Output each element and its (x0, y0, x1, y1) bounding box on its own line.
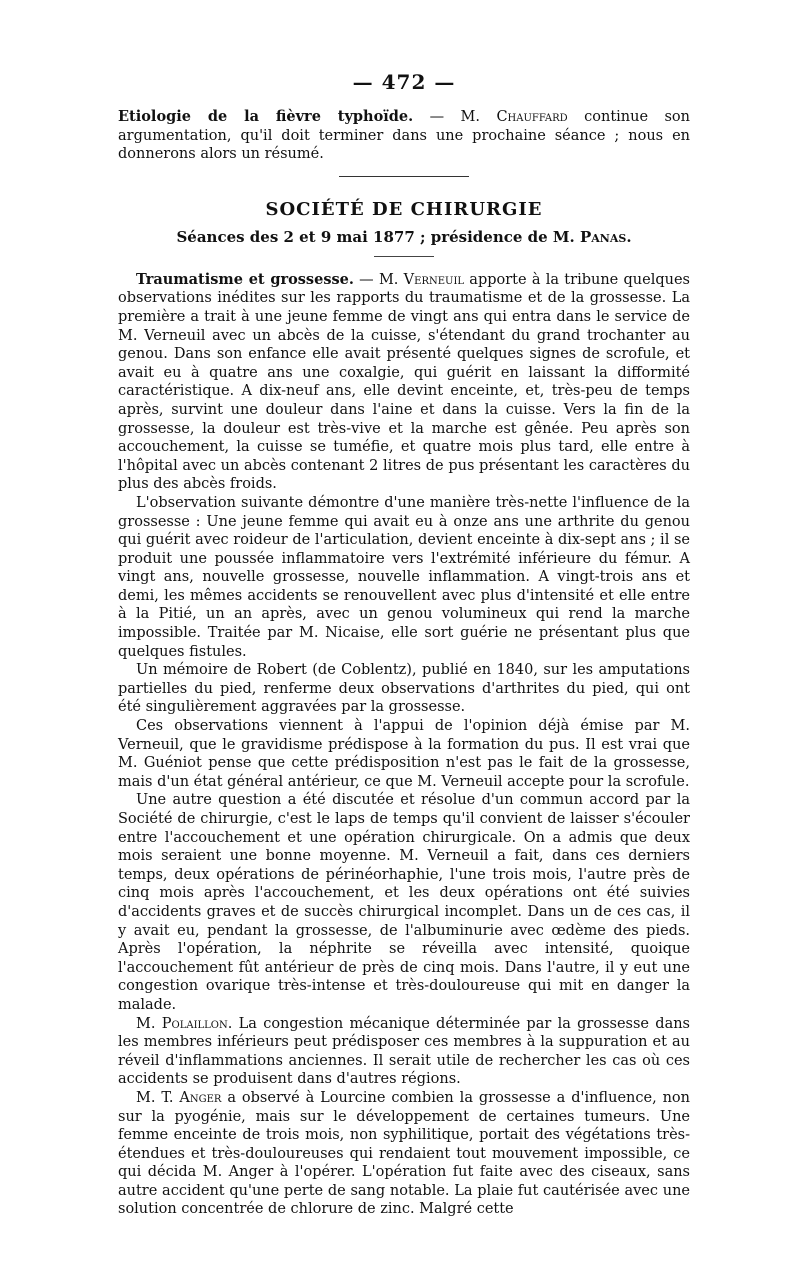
p6-prefix: M. (136, 1015, 162, 1032)
p6-text: . La congestion mécanique déterminée par la grossesse dans les membres inférieurs peut prédisposer ces membres à la suppuration et au réveil d'inflammations anciennes. Il serait utile de rechercher les cas où ces accidents se produisent dans d'autres régions. (118, 1015, 690, 1088)
p7-author: Anger (179, 1089, 222, 1106)
page-number: — 472 — (352, 70, 456, 94)
heading-divider (374, 256, 434, 257)
paragraph-polaillon (118, 1015, 690, 1089)
p7-text: a observé à Lourcine combien la grossesse a d'influence, non sur la pyogénie, mais sur le développement de certaines tumeurs. Une femme enceinte de trois mois, non syphilitique, portait des végétations très-étendues et très-douloureuses qui rendaient tout mouvement impossible, ce qui décida M. Anger à l'opérer. L'opération fut faite avec des ciseaux, sans autre accident qu'une perte de sang notable. La plaie fut cautérisée avec une solution concentrée de chlorure de zinc. Malgré cette (118, 1089, 690, 1218)
intro-dash: — M. (413, 109, 497, 125)
paragraph-traumatisme (118, 271, 690, 494)
intro-paragraph (118, 108, 690, 164)
p1-author: Verneuil (403, 271, 465, 288)
paragraph-anger (118, 1089, 690, 1219)
p1-dash: — M. (353, 271, 404, 288)
p1-lead: Traumatisme et grossesse. (136, 270, 354, 288)
intro-author: Chauffard (496, 109, 568, 125)
society-title: SOCIÉTÉ DE CHIRURGIE (265, 198, 543, 220)
p6-author: Polaillon (161, 1015, 228, 1032)
paragraph-robert: Un mémoire de Robert (de Coblentz), publié en 1840, sur les amputations partielles du pied, renferme deux observations d'arthrites du pied, qui ont été singulièrement aggravées par la grossesse. (118, 662, 690, 716)
p7-prefix: M. T. (136, 1089, 180, 1106)
section-divider (339, 176, 469, 177)
session-suffix: . (626, 227, 632, 246)
p1-text: apporte à la tribune quelques observations inédites sur les rapports du traumatisme et de la grossesse. La première a trait à une jeune femme de vingt ans qui entra dans le service de M. Verneuil avec un abcès de la cuisse, s'étendant du grand trochanter au genou. Dans son enfance elle avait présenté quelques signes de scrofule, et avait eu à quatre ans une coxalgie, qui guérit en laissant la difformité caractéristique. A dix-neuf ans, elle devint enceinte, et, très-peu de temps après, survint une douleur dans l'aine et dans la cuisse. Vers la fin de la grossesse, la douleur est très-vive et la marche est gênée. Peu après son accouchement, la cuisse se tuméfie, et quatre mois plus tard, elle entre à l'hôpital avec un abcès contenant 2 litres de pus présentant les caractères du plus des abcès froids. (118, 271, 690, 493)
intro-text: continue son argumentation, qu'il doit terminer dans une prochaine séance ; nous en donnerons alors un résumé. (118, 109, 690, 163)
session-prefix: Séances des 2 et 9 mai 1877 ; présidence de M. (176, 227, 580, 246)
intro-lead: Etiologie de la fièvre typhoïde. (118, 108, 414, 125)
paragraph-gravidisme: Ces observations viennent à l'appui de l'opinion déjà émise par M. Verneuil, que le gravidisme prédispose à la formation du pus. Il est vrai que M. Guéniot pense que cette prédisposition n'est pas le fait de la grossesse, mais d'un état général antérieur, ce que M. Verneuil accepte pour la scrofule. (118, 718, 690, 790)
session-line (118, 228, 690, 246)
paragraph-observation: L'observation suivante démontre d'une manière très-nette l'influence de la grossesse : Une jeune femme qui avait eu à onze ans une arthrite du genou qui guérit avec roideur de l'articulation, devient enceinte à dix-sept ans ; il se produit une poussée inflammatoire vers l'extrémité inférieure du fémur. A vingt ans, nouvelle grossesse, nouvelle inflammation. A vingt-trois ans et demi, les mêmes accidents se renouvellent avec plus d'intensité et elle entre à la Pitié, un an après, avec un genou volumineux qui rend la marche impossible. Traitée par M. Nicaise, elle sort guérie ne présentant plus que quelques fistules. (118, 494, 690, 660)
session-president: Panas (579, 227, 627, 246)
paragraph-question: Une autre question a été discutée et résolue d'un commun accord par la Société de chirurgie, c'est le laps de temps qu'il convient de laisser s'écouler entre l'accouchement et une opération chirurgicale. On a admis que deux mois seraient une bonne moyenne. M. Verneuil a fait, dans ces derniers temps, deux opérations de périnéorhaphie, l'une trois mois, l'autre près de cinq mois après l'accouchement, et les deux opérations ont été suivies d'accidents graves et de succès chirurgical incomplet. Dans un de ces cas, il y avait eu, pendant la grossesse, de l'albuminurie avec œdème des pieds. Après l'opération, la néphrite se réveilla avec intensité, quoique l'accouchement fût antérieur de près de cinq mois. Dans l'autre, il y eut une congestion ovarique très-intense et très-douloureuse qui mit en danger la malade. (118, 792, 690, 1013)
